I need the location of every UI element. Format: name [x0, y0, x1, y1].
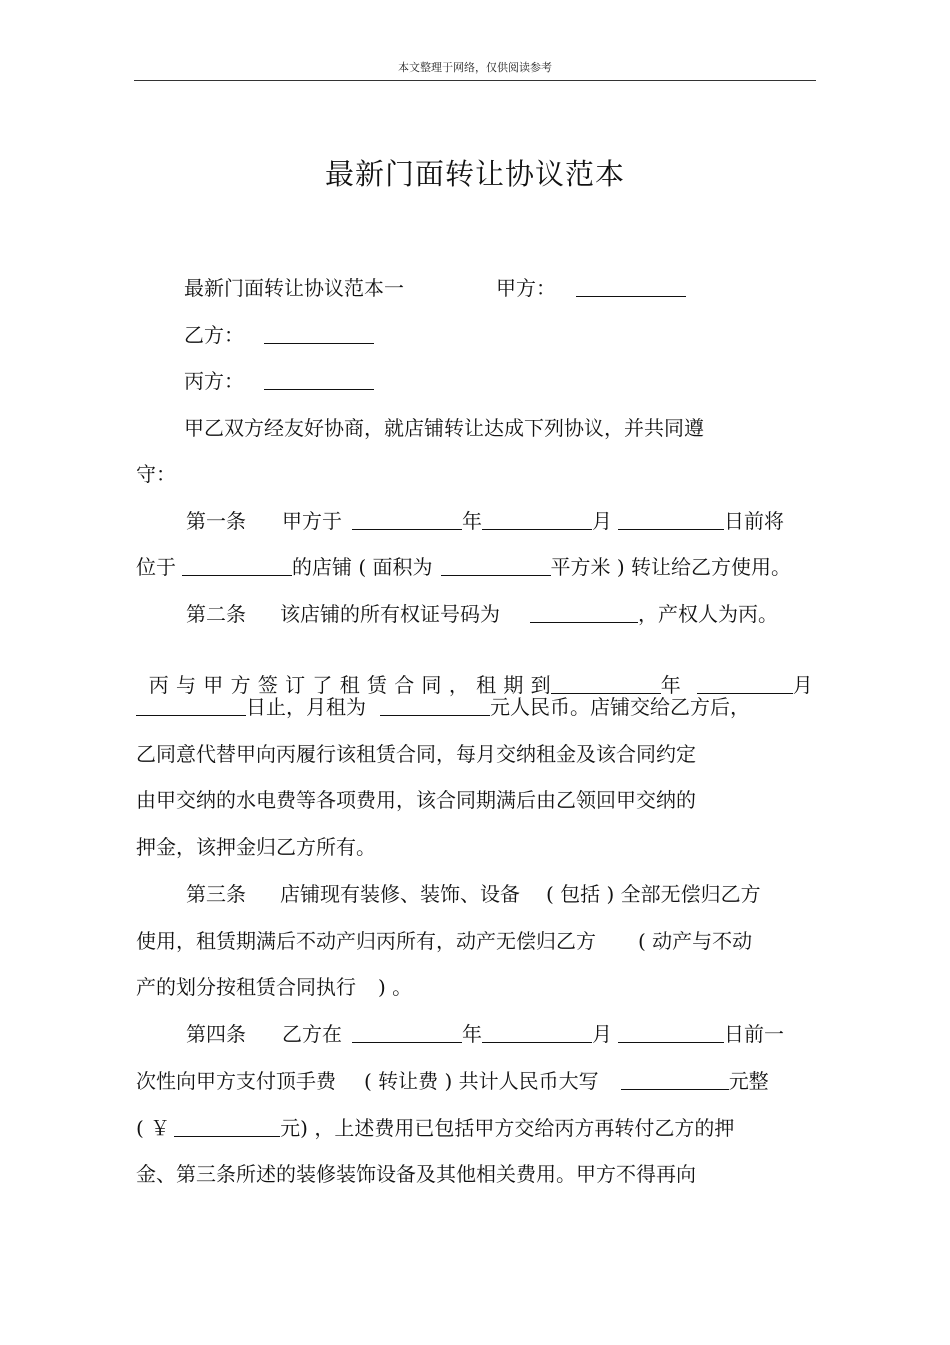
article-2-line-2 [136, 649, 813, 697]
article-4-month: 月 [592, 1022, 612, 1046]
blank [182, 557, 292, 576]
party-b-line [184, 323, 374, 347]
article-2-line-1 [186, 602, 778, 626]
header-note: 本文整理于网络，仅供阅读参考 [398, 61, 552, 74]
blank [352, 1024, 462, 1043]
article-2-rent-label: 日止，月租为 [246, 695, 366, 719]
article-4-line-4: 金、第三条所述的装修装饰设备及其他相关费用。甲方不得再向 [136, 1162, 696, 1186]
blank [482, 511, 592, 530]
article-4-text-b: 日前一 [724, 1022, 784, 1046]
char: 丙 [148, 673, 169, 697]
char: ， [448, 673, 469, 697]
article-4-text-a: 乙方在 [282, 1022, 342, 1046]
article-3-text-d: ( 动产与不动 [638, 929, 753, 953]
char: 到 [530, 673, 551, 697]
article-1-label: 第一条 [186, 509, 246, 533]
article-3-line-1 [186, 882, 761, 906]
article-2-line-5: 由甲交纳的水电费等各项费用，该合同期满后由乙领回甲交纳的 [136, 788, 696, 812]
char: 同 [421, 673, 442, 697]
article-2-label: 第二条 [186, 602, 246, 626]
article-4-label: 第四条 [186, 1022, 246, 1046]
char: 赁 [366, 673, 387, 697]
blank [441, 557, 551, 576]
article-3-text-c: 使用，租赁期满后不动产归丙所有，动产无偿归乙方 [136, 929, 596, 953]
preamble-line-1: 甲乙双方经友好协商，就店铺转让达成下列协议，并共同遵 [184, 416, 704, 440]
article-1-area-unit: 平方米 ) 转让给乙方使用。 [550, 555, 792, 579]
document-title: 最新门面转让协议范本 [324, 157, 625, 191]
char: 方 [230, 673, 251, 697]
article-2-rent-unit: 元人民币。店铺交给乙方后， [490, 695, 750, 719]
article-4-text-e: 元整 [728, 1069, 769, 1093]
blank [136, 697, 246, 716]
article-2-year: 年 [660, 673, 681, 697]
article-1-text-b: 日前将 [724, 509, 784, 533]
party-a-blank [576, 278, 686, 297]
article-4-line-1 [186, 1022, 784, 1046]
blank [530, 604, 638, 623]
party-b-label: 乙方： [184, 323, 244, 347]
blank [174, 1118, 280, 1137]
article-4-yen: ( ￥ [136, 1116, 171, 1140]
article-4-year: 年 [462, 1022, 482, 1046]
article-2-line-6: 押金，该押金归乙方所有。 [136, 835, 376, 859]
party-c-blank [264, 371, 374, 390]
blank [697, 675, 793, 694]
party-a-label-line [496, 276, 686, 300]
article-3-text-e: 产的划分按租赁合同执行 [136, 975, 356, 999]
blank [618, 1024, 724, 1043]
article-2-line-4: 乙同意代替甲向丙履行该租赁合同，每月交纳租金及该合同约定 [136, 742, 696, 766]
blank [352, 511, 462, 530]
article-2-text-a: 该店铺的所有权证号码为 [280, 602, 500, 626]
article-3-line-2 [136, 929, 752, 953]
article-1-year: 年 [462, 509, 482, 533]
article-1-located: 位于 [136, 555, 176, 579]
char: 签 [257, 673, 278, 697]
article-4-line-2 [136, 1069, 769, 1093]
article-4-text-c: 次性向甲方支付顶手费 [136, 1069, 336, 1093]
char: 订 [285, 673, 306, 697]
line-1 [184, 276, 404, 300]
party-c-label: 丙方： [184, 369, 244, 393]
blank [618, 511, 724, 530]
article-3-text-b: ( 包括 ) 全部无偿归乙方 [546, 882, 761, 906]
blank [551, 675, 661, 694]
char: 租 [476, 673, 497, 697]
blank [621, 1071, 729, 1090]
agreement-subtitle: 最新门面转让协议范本一 [184, 276, 404, 300]
preamble-line-2: 守： [136, 462, 176, 486]
blank [380, 697, 490, 716]
spaced-text [149, 673, 551, 697]
article-4-line-3 [136, 1116, 734, 1140]
char: 了 [312, 673, 333, 697]
char: 期 [503, 673, 524, 697]
article-3-label: 第三条 [186, 882, 246, 906]
article-3-text-a: 店铺现有装修、装饰、设备 [280, 882, 520, 906]
article-1-line-2 [136, 555, 791, 579]
article-1-text-a: 甲方于 [282, 509, 342, 533]
party-a-label: 甲方： [496, 276, 556, 300]
char: 与 [176, 673, 196, 697]
blank [482, 1024, 592, 1043]
article-4-text-d: ( 转让费 ) 共计人民币大写 [364, 1069, 599, 1093]
article-1-area-label: 的店铺 ( 面积为 [292, 555, 433, 579]
article-1-month: 月 [592, 509, 612, 533]
article-2-month: 月 [792, 673, 813, 697]
article-1-line-1 [186, 509, 784, 533]
article-2-line-3 [136, 695, 750, 719]
header-divider [134, 80, 816, 81]
article-4-text-f: 元) ，上述费用已包括甲方交给丙方再转付乙方的押 [280, 1116, 735, 1140]
char: 合 [394, 673, 415, 697]
article-3-line-3 [136, 975, 412, 999]
article-3-text-f: ) 。 [378, 975, 413, 999]
char: 甲 [203, 673, 224, 697]
article-2-text-b: ，产权人为丙。 [638, 602, 778, 626]
party-c-line [184, 369, 374, 393]
party-b-blank [264, 325, 374, 344]
char: 租 [339, 673, 360, 697]
